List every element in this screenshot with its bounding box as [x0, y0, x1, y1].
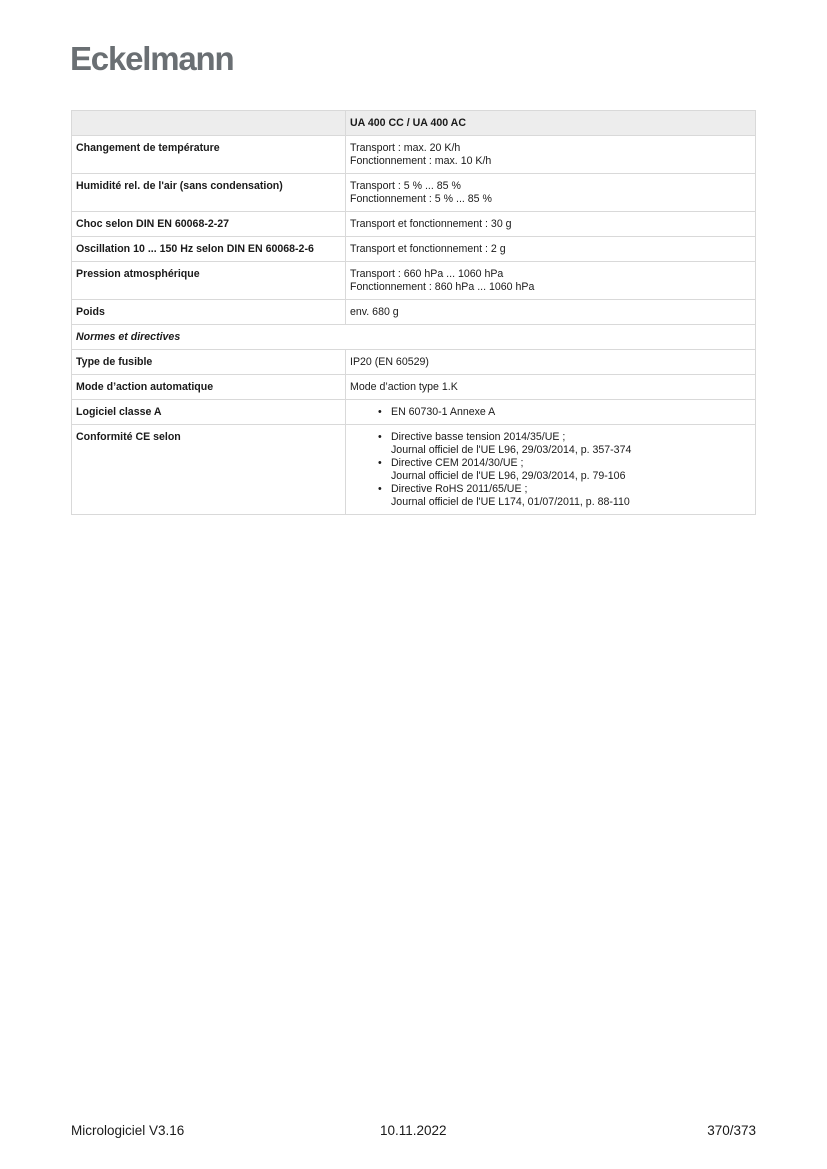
bullet-item — [391, 431, 751, 457]
directive-reference: Journal officiel de l'UE L174, 01/07/2011, p. 88-110 — [391, 496, 630, 508]
footer-date: 10.11.2022 — [380, 1123, 447, 1138]
directive-reference: Journal officiel de l'UE L96, 29/03/2014, p. 357-374 — [391, 444, 632, 456]
value-line: Transport : 5 % ... 85 % — [350, 180, 461, 192]
table-row — [72, 212, 756, 237]
row-value: env. 680 g — [346, 300, 756, 325]
value-line: Transport : max. 20 K/h — [350, 142, 461, 154]
directive-title: • Directive CEM 2014/30/UE ; — [391, 457, 524, 469]
footer-firmware-version: Micrologiciel V3.16 — [71, 1123, 185, 1138]
footer-page-number: 370/373 — [707, 1123, 756, 1138]
header-cell-model: UA 400 CC / UA 400 AC — [346, 111, 756, 136]
row-value: Transport et fonctionnement : 30 g — [346, 212, 756, 237]
table-row — [72, 237, 756, 262]
row-label: Humidité rel. de l'air (sans condensation) — [72, 174, 346, 212]
row-value: Mode d’action type 1.K — [346, 375, 756, 400]
table-row — [72, 400, 756, 425]
row-label: Oscillation 10 ... 150 Hz selon DIN EN 60068-2-6 — [72, 237, 346, 262]
row-value — [346, 400, 756, 425]
row-value: IP20 (EN 60529) — [346, 350, 756, 375]
table-row — [72, 136, 756, 174]
table-row — [72, 174, 756, 212]
table-row — [72, 350, 756, 375]
row-value — [346, 174, 756, 212]
table-row — [72, 300, 756, 325]
bullet-list — [350, 406, 751, 419]
row-label: Type de fusible — [72, 350, 346, 375]
row-label: Changement de température — [72, 136, 346, 174]
directive-title: • Directive basse tension 2014/35/UE ; — [391, 431, 566, 443]
table-row — [72, 425, 756, 515]
value-line: Fonctionnement : 5 % ... 85 % — [350, 193, 492, 205]
section-row — [72, 325, 756, 350]
section-heading: Normes et directives — [72, 325, 756, 350]
row-label: Poids — [72, 300, 346, 325]
specifications-table — [71, 110, 756, 515]
table-row — [72, 375, 756, 400]
row-label: Pression atmosphérique — [72, 262, 346, 300]
directive-title: • Directive RoHS 2011/65/UE ; — [391, 483, 528, 495]
bullet-item: • EN 60730-1 Annexe A — [391, 406, 751, 419]
row-label: Logiciel classe A — [72, 400, 346, 425]
bullet-item — [391, 457, 751, 483]
row-label: Choc selon DIN EN 60068-2-27 — [72, 212, 346, 237]
value-line: Fonctionnement : max. 10 K/h — [350, 155, 492, 167]
bullet-list — [350, 431, 751, 509]
value-line: Fonctionnement : 860 hPa ... 1060 hPa — [350, 281, 535, 293]
row-label: Mode d’action automatique — [72, 375, 346, 400]
row-value: Transport et fonctionnement : 2 g — [346, 237, 756, 262]
value-line: Transport : 660 hPa ... 1060 hPa — [350, 268, 504, 280]
directive-reference: Journal officiel de l'UE L96, 29/03/2014, p. 79-106 — [391, 470, 626, 482]
company-logo: Eckelmann — [70, 40, 234, 77]
table-header-row — [72, 111, 756, 136]
row-value — [346, 262, 756, 300]
bullet-item — [391, 483, 751, 509]
row-value — [346, 425, 756, 515]
row-label: Conformité CE selon — [72, 425, 346, 515]
row-value — [346, 136, 756, 174]
table-row — [72, 262, 756, 300]
header-cell-empty — [72, 111, 346, 136]
